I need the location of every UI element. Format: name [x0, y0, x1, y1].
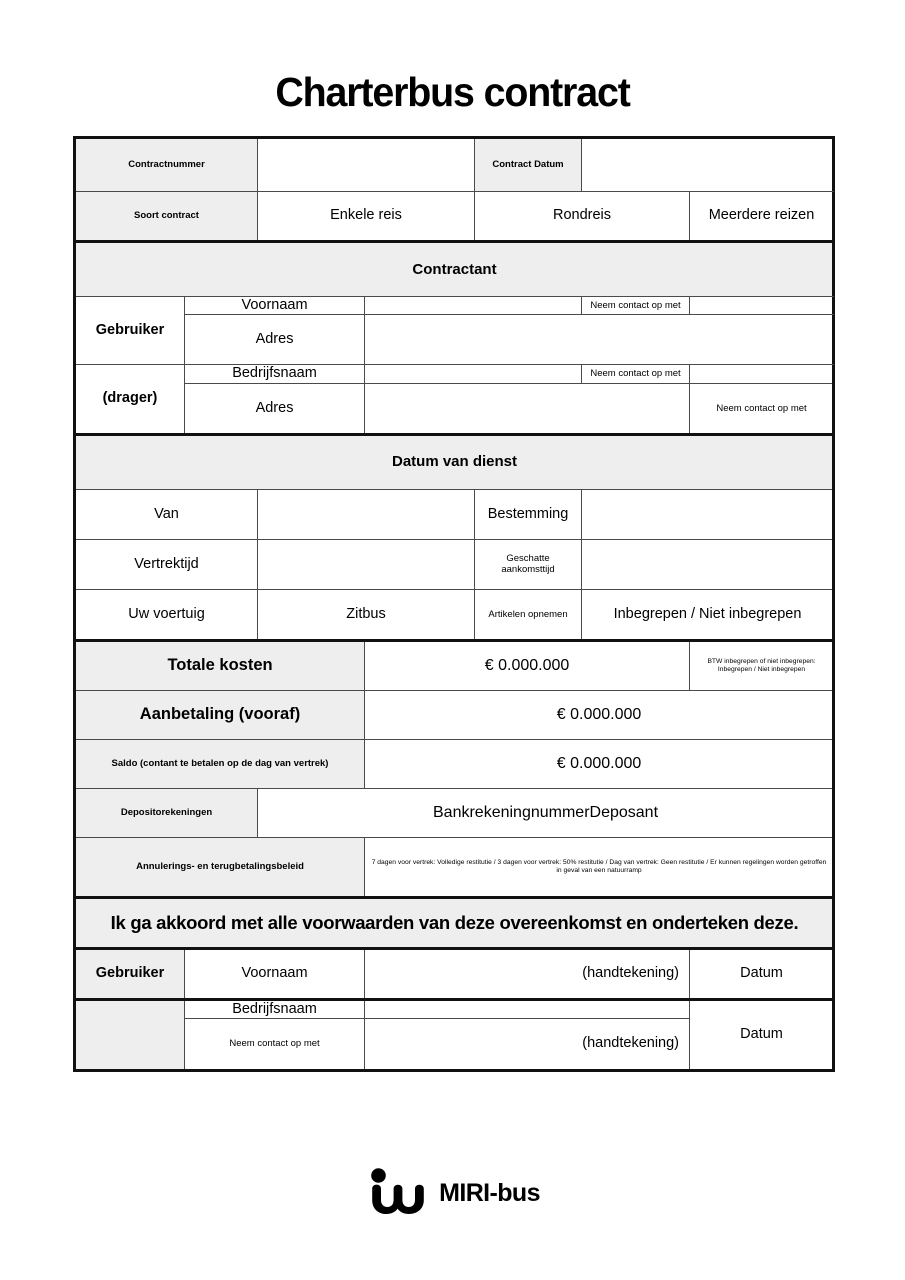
signature-carrier-field[interactable]: (handtekening) [365, 1019, 690, 1071]
items-label: Artikelen opnemen [475, 589, 582, 640]
signature-user-label: Gebruiker [75, 948, 185, 999]
contractant-section-title: Contractant [75, 242, 834, 297]
row-carrier-company [75, 365, 834, 383]
row-down-payment [75, 690, 834, 739]
row-signature-user [75, 948, 834, 999]
row-balance [75, 739, 834, 788]
contract-number-value[interactable] [258, 138, 475, 192]
carrier-label: (drager) [75, 365, 185, 434]
charter-contract-table [73, 136, 835, 1072]
signature-carrier-contact-label: Neem contact op met [185, 1019, 365, 1071]
vehicle-value[interactable]: Zitbus [258, 589, 475, 640]
first-name-label: Voornaam [185, 297, 365, 315]
row-signature-carrier-company [75, 999, 834, 1018]
contract-date-label: Contract Datum [475, 138, 582, 192]
balance-value[interactable]: € 0.000.000 [365, 739, 834, 788]
carrier-address-label: Adres [185, 383, 365, 434]
row-carrier-address [75, 383, 834, 434]
user-address-value[interactable] [365, 315, 834, 365]
row-contract-number [75, 138, 834, 192]
page-title: Charterbus contract [275, 69, 630, 115]
row-from-destination [75, 489, 834, 539]
down-payment-value[interactable]: € 0.000.000 [365, 690, 834, 739]
row-service-header [75, 434, 834, 489]
cancellation-policy-label: Annulerings- en terugbetalingsbeleid [75, 837, 365, 897]
carrier-address-contact-label: Neem contact op met [690, 383, 834, 434]
vat-note: BTW inbegrepen of niet inbegrepen: Inbegrepen / Niet inbegrepen [690, 640, 834, 690]
total-cost-value[interactable]: € 0.000.000 [365, 640, 690, 690]
footer [0, 1168, 905, 1219]
row-times [75, 539, 834, 589]
carrier-contact-value-upper[interactable] [690, 365, 834, 383]
contract-date-value[interactable] [582, 138, 834, 192]
from-label: Van [75, 489, 258, 539]
miri-bus-logo-icon [365, 1168, 425, 1219]
departure-time-label: Vertrektijd [75, 539, 258, 589]
carrier-company-value[interactable] [365, 365, 582, 383]
vehicle-label: Uw voertuig [75, 589, 258, 640]
signature-company-value[interactable] [365, 999, 690, 1018]
contract-type-option-round[interactable]: Rondreis [475, 192, 690, 242]
first-name-value[interactable] [365, 297, 582, 315]
row-user-first-name [75, 297, 834, 315]
from-value[interactable] [258, 489, 475, 539]
signature-carrier-date-label: Datum [690, 999, 834, 1070]
signature-user-date-label: Datum [690, 948, 834, 999]
arrival-time-label: Geschatte aankomsttijd [475, 539, 582, 589]
row-cancellation-policy [75, 837, 834, 897]
row-deposit-accounts [75, 788, 834, 837]
contract-type-label: Soort contract [75, 192, 258, 242]
user-label: Gebruiker [75, 297, 185, 365]
user-contact-label: Neem contact op met [582, 297, 690, 315]
carrier-company-label: Bedrijfsnaam [185, 365, 365, 383]
row-contractant-header [75, 242, 834, 297]
user-address-label: Adres [185, 315, 365, 365]
signature-carrier-label [75, 999, 185, 1070]
signature-first-name-label: Voornaam [185, 948, 365, 999]
row-contract-type [75, 192, 834, 242]
contract-number-label: Contractnummer [75, 138, 258, 192]
down-payment-label: Aanbetaling (vooraf) [75, 690, 365, 739]
destination-label: Bestemming [475, 489, 582, 539]
contract-type-option-single[interactable]: Enkele reis [258, 192, 475, 242]
deposit-accounts-label: Depositorekeningen [75, 788, 258, 837]
contract-type-option-multiple[interactable]: Meerdere reizen [690, 192, 834, 242]
signature-company-label: Bedrijfsnaam [185, 999, 365, 1018]
agreement-statement: Ik ga akkoord met alle voorwaarden van deze overeenkomst en onderteken deze. [75, 897, 834, 948]
departure-time-value[interactable] [258, 539, 475, 589]
row-vehicle [75, 589, 834, 640]
row-user-address [75, 315, 834, 365]
row-agreement [75, 897, 834, 948]
user-contact-value[interactable] [690, 297, 834, 315]
items-value[interactable]: Inbegrepen / Niet inbegrepen [582, 589, 834, 640]
row-total-cost [75, 640, 834, 690]
destination-value[interactable] [582, 489, 834, 539]
signature-user-field[interactable]: (handtekening) [365, 948, 690, 999]
brand-name: MIRI-bus [439, 1179, 540, 1207]
total-cost-label: Totale kosten [75, 640, 365, 690]
carrier-address-value[interactable] [365, 383, 690, 434]
balance-label: Saldo (contant te betalen op de dag van vertrek) [75, 739, 365, 788]
carrier-contact-label-upper: Neem contact op met [582, 365, 690, 383]
cancellation-policy-text: 7 dagen voor vertrek: Volledige restitutie / 3 dagen voor vertrek: 50% restitutie / Dag van vertrek: Geen restitutie / Er kunnen regelingen worden getroffen in geval van een natuurramp [365, 837, 834, 897]
service-section-title: Datum van dienst [75, 434, 834, 489]
deposit-accounts-value[interactable]: BankrekeningnummerDeposant [258, 788, 834, 837]
arrival-time-value[interactable] [582, 539, 834, 589]
